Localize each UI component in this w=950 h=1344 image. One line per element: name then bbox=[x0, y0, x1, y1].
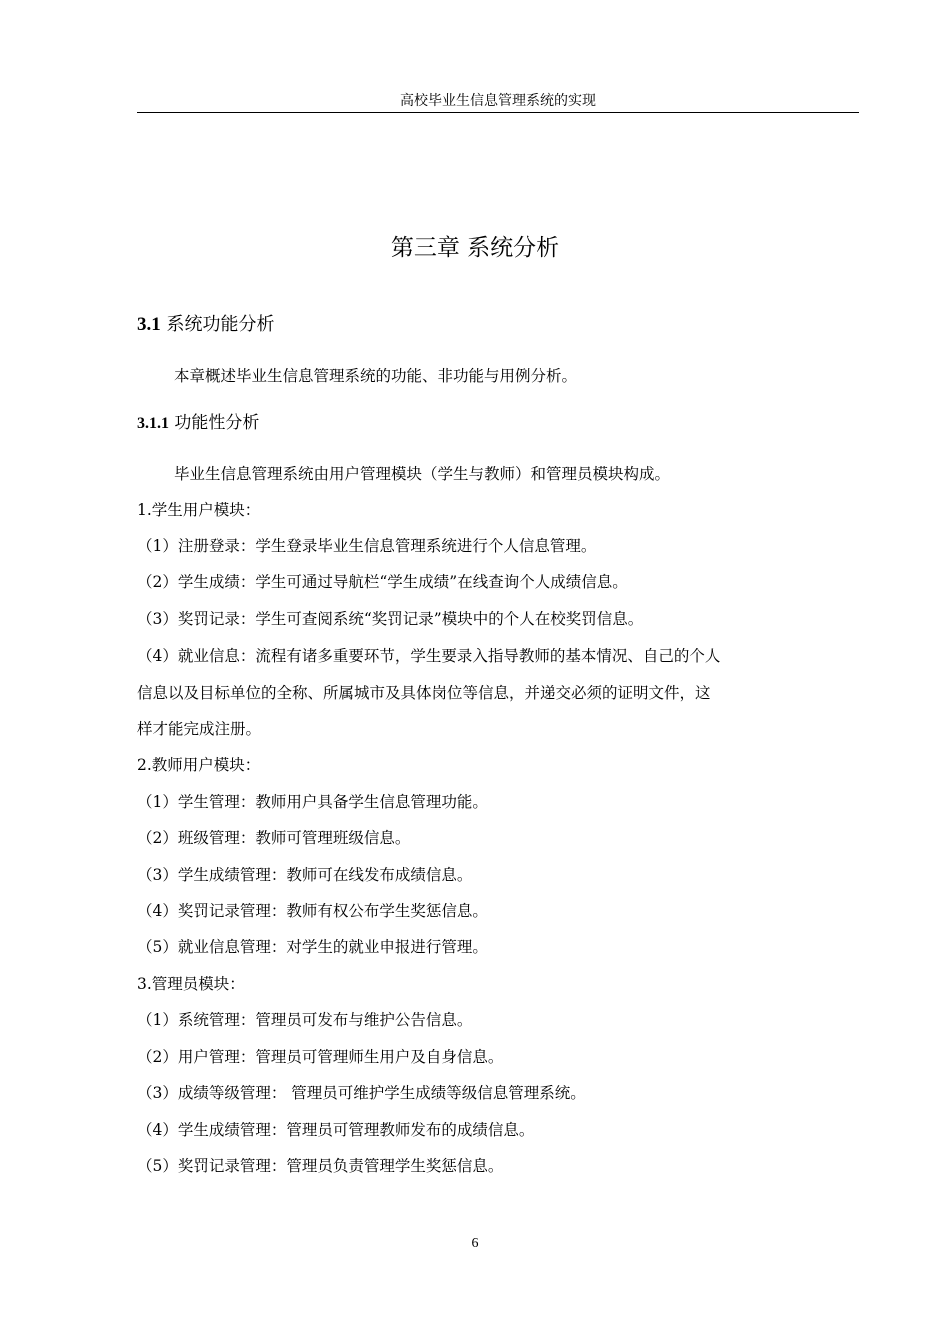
intro-paragraph: 本章概述毕业生信息管理系统的功能、非功能与用例分析。 bbox=[174, 367, 578, 385]
section-title: 系统功能分析 bbox=[160, 314, 275, 335]
body-line: （3）奖罚记录：学生可查阅系统“奖罚记录”模块中的个人在校奖罚信息。 bbox=[137, 610, 644, 628]
body-line: （4）就业信息：流程有诸多重要环节，学生要录入指导教师的基本情况、自己的个人 bbox=[137, 647, 721, 665]
body-line: （1）学生管理：教师用户具备学生信息管理功能。 bbox=[137, 793, 488, 811]
body-line: 1.学生用户模块： bbox=[137, 501, 261, 519]
body-line: （5）就业信息管理：对学生的就业申报进行管理。 bbox=[137, 938, 488, 956]
body-line: （4）奖罚记录管理：教师有权公布学生奖惩信息。 bbox=[137, 902, 488, 920]
chapter-title: 第三章 系统分析 bbox=[390, 235, 560, 261]
subsection-heading bbox=[137, 411, 259, 436]
body-line: （2）班级管理：教师可管理班级信息。 bbox=[137, 829, 411, 847]
header-rule bbox=[137, 112, 859, 113]
body-line: （3）学生成绩管理：教师可在线发布成绩信息。 bbox=[137, 866, 473, 884]
running-header: 高校毕业生信息管理系统的实现 bbox=[400, 93, 596, 109]
subsection-title: 功能性分析 bbox=[169, 413, 260, 433]
body-line: （1）系统管理：管理员可发布与维护公告信息。 bbox=[137, 1011, 473, 1029]
body-line: （3）成绩等级管理： 管理员可维护学生成绩等级信息管理系统。 bbox=[137, 1084, 586, 1102]
body-line: （2）用户管理：管理员可管理师生用户及自身信息。 bbox=[137, 1048, 504, 1066]
body-line: （1）注册登录：学生登录毕业生信息管理系统进行个人信息管理。 bbox=[137, 537, 597, 555]
section-number: 3.1 bbox=[137, 314, 161, 335]
body-line: （5）奖罚记录管理：管理员负责管理学生奖惩信息。 bbox=[137, 1157, 504, 1175]
body-line: 样才能完成注册。 bbox=[137, 720, 262, 738]
body-line: 3.管理员模块： bbox=[137, 975, 245, 993]
body-line: （4）学生成绩管理：管理员可管理教师发布的成绩信息。 bbox=[137, 1121, 535, 1139]
page-number: 6 bbox=[471, 1236, 479, 1251]
section-heading bbox=[137, 311, 274, 338]
subsection-number: 3.1.1 bbox=[137, 415, 169, 432]
body-line: 2.教师用户模块： bbox=[137, 756, 261, 774]
body-line: 信息以及目标单位的全称、所属城市及具体岗位等信息，并递交必须的证明文件，这 bbox=[137, 684, 711, 702]
body-line: （2）学生成绩：学生可通过导航栏“学生成绩”在线查询个人成绩信息。 bbox=[137, 573, 628, 591]
body-line: 毕业生信息管理系统由用户管理模块（学生与教师）和管理员模块构成。 bbox=[174, 465, 671, 483]
